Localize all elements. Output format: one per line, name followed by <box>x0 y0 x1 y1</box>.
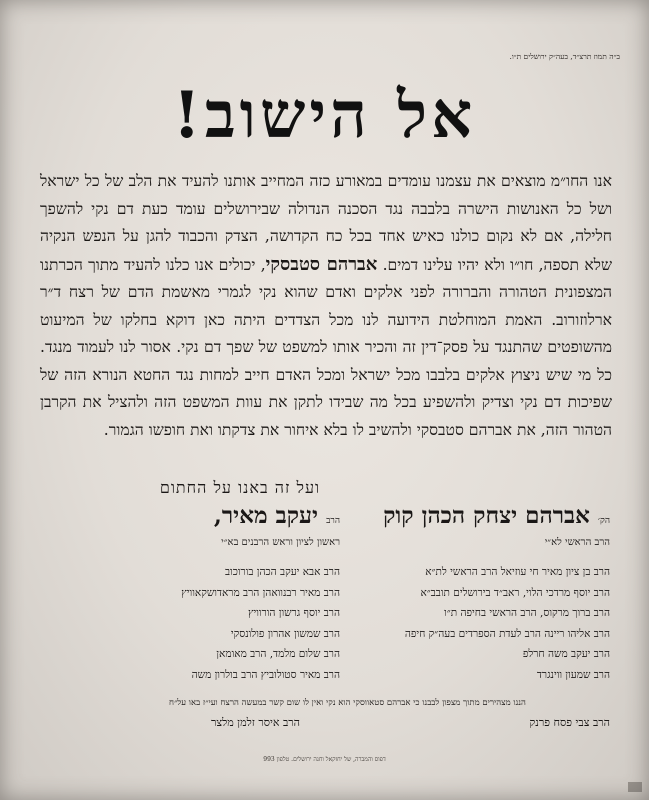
footer-signature-right: הרב צבי פסח פרנק <box>529 716 610 729</box>
signature-title: הרב הראשי לא״י <box>544 537 610 548</box>
signature-intro: ועל זה באנו על החתום <box>159 478 321 497</box>
signature-name: אברהם יצחק הכהן קוק <box>383 502 590 529</box>
rabbis-list-left <box>100 562 340 685</box>
rabbi-name: הרב יעקב משה חרלפ <box>522 648 610 660</box>
rabbi-name: הרב שמשון אהרון פולונסקי <box>230 627 340 640</box>
signature-prefix: הק׳ <box>597 516 610 526</box>
corner-print-mark <box>628 782 642 792</box>
rabbi-name: הרב יוסף מרדכי הלוי, ראב״ד בירושלים תובב״א <box>420 586 610 599</box>
poster-headline: אל הישוב! <box>172 78 477 153</box>
signature-title: ראשון לציון וראש הרבנים בא״י <box>221 537 340 548</box>
dedication-line: ב״ה תמוז תרצ״ד, בעה״ק ירושלים ת״ו. <box>509 52 620 61</box>
footer-declaration: הננו מצהירים מתוך מצפון לבבנו כי אברהם סטאווסקי הוא נקי ואין לו שום קשר במעשה הרצח ועי״ז באו על״ח <box>169 698 526 708</box>
rabbi-name: הרב שמעון ווינגרד <box>536 668 610 681</box>
chief-rabbi-signature <box>330 502 610 548</box>
accused-name: אברהם סטבסקי <box>265 253 378 275</box>
rabbis-list-right <box>365 562 610 685</box>
rabbi-name: הרב יוסף גרשון הורוויץ <box>247 607 340 619</box>
rabbi-name: הרב ברוך מרקוס, הרב הראשי בחיפה ת״ו <box>444 607 610 619</box>
body-part-1: אנו החו״מ מוצאים את עצמנו עומדים במאורע כזה המחייב אותנו להעיד את הלב של כל ישראל ושל כל האנושות הישרה בלבבה נגד הסכנה הנדולה שבירושלים עומד כעת דם נקי להשפך חלילה, אם לא נקום כולנו כאיש אחד בכל כח הקדושה, הצדק והכבוד להגן על הנפש הנקיה שלא תספה, חו״ו ולא יהיו עלינו דמים. <box>40 172 613 274</box>
signature-prefix: הרב <box>326 516 340 526</box>
signature-name: יעקב מאיר, <box>213 502 319 529</box>
rabbi-name: הרב אליהו ריינה הרב לעדת הספרדים בעה״ק חיפה <box>404 627 610 640</box>
rabbi-name: הרב שלום מלמד, הרב מאומאן <box>216 648 340 660</box>
rabbi-name: הרב מאיר סטולוביץ הרב בולרון משה <box>191 668 340 681</box>
proclamation-body: אנו החו״מ מוצאים את עצמנו עומדים במאורע כזה המחייב אותנו להעיד את הלב של כל ישראל ושל כל האנושות הישרה בלבבה נגד הסכנה הנדולה שבירושלים עומד כעת דם נקי להשפך חלילה, אם לא נקום כולנו כאיש אחד בכל כח הקדושה, הצדק והכבוד להגן על הנפש הנקיה שלא תספה, חו״ו ולא יהיו עלינו דמים. אברהם סטבסקי, יכולים אנו כלנו להעיד מתוך הכרתנו המצפונית הטהורה והברורה לפני אלקים ואדם שהוא נקי לגמרי מאשמת הדם של רצח ד״ר ארלוזורוב. האמת המוחלטת הידועה לנו מכל הצדדים היתה כאן דוקא בחלקו של המיעוט מהשופטים שהתנגד על פסק־דין זה והכיר אותו למשפט של שפך דם נקי. אסור לנו לעמוד מנגד. כל מי שיש ניצוץ אלקים בלבבו מכל ישראל ומכל האדם חייב למחות נגד החטא הנורא הזה של שפיכות דם נקי וצדיק ולהשפיע בכל מה שבידו לתקן את עוות המשפט הזה ולהציל את הקרבן הטהור הזה, את אברהם סטבסקי ולהשיב לו בלא איחור את צדקתו ואת חופשו הגמור. <box>40 172 613 439</box>
rabbi-name: הרב מאיר רבנוואהן הרב מראדושקאוויץ <box>181 586 340 599</box>
rabbi-name: הרב אבא יעקב הכהן בורוכוב <box>224 566 340 578</box>
body-part-2: יכולים אנו כלנו להעיד מתוך הכרתנו המצפונית הטהורה והברורה לפני אלקים ואדם שהוא נקי לגמרי מאשמת הדם של רצח ד״ר ארלוזורוב. האמת המוחלטת הידועה לנו מכל הצדדים היתה כאן דוקא בחלקו של המיעוט מהשופטים שהתנגד על פסק־דין זה והכיר אותו למשפט של שפך דם נקי. אסור לנו לעמוד מנגד. כל מי שיש ניצוץ אלקים בלבבו מכל ישראל ומכל האדם חייב למחות נגד החטא הנורא הזה של שפיכות דם נקי וצדיק ולהשפיע בכל מה שבידו לתקן את עוות המשפט הזה ולהציל את הקרבן הטהור הזה, את אברהם סטבסקי ולהשיב לו בלא איחור את צדקתו ואת חופשו הגמור. <box>40 255 612 439</box>
printer-credit: דפוס והמברה, של יחזקאל וחנה ירושלים. טלפון 993 <box>263 756 386 763</box>
rishon-lezion-signature <box>90 502 340 548</box>
rabbi-name: הרב בן ציון מאיר חי עוזיאל הרב הראשי לת״א <box>425 566 610 578</box>
footer-signature-left: הרב איסר זלמן מלצר <box>210 716 300 729</box>
